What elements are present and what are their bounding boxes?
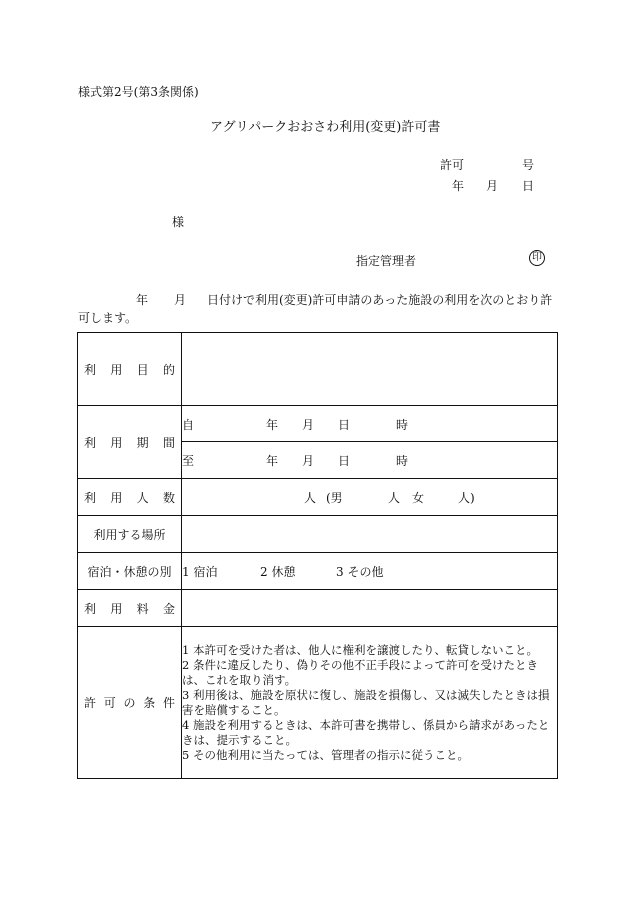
addressee-suffix: 様 — [172, 215, 185, 229]
condition-item: 1 本許可を受けた者は、他人に権利を譲渡したり、転貸しないこと。 — [182, 642, 538, 657]
intro-year: 年 — [136, 293, 149, 307]
count-person-2: 人 — [388, 491, 401, 505]
label-char: 件 — [162, 696, 175, 710]
label-char: 用 — [110, 490, 123, 505]
condition-item: 3 利用後は、施設を原状に復し、施設を損傷し、又は滅失したときは損害を賠償すること。 — [182, 687, 550, 717]
label-char: 的 — [162, 362, 175, 377]
type-option-rest[interactable]: 2 休憩 — [260, 565, 296, 579]
label-char: 許 — [84, 696, 97, 710]
period-to-mark: 至 — [182, 454, 195, 468]
period-to-month: 月 — [302, 454, 315, 468]
count-label — [78, 479, 182, 516]
label-text: 宿泊・休憩の別 — [87, 564, 172, 579]
period-from-day: 日 — [338, 417, 351, 432]
type-option-stay[interactable]: 1 宿泊 — [182, 565, 218, 579]
condition-item: 4 施設を利用するときは、本許可書を携帯し、係員から請求があったときは、提示すること。 — [182, 717, 550, 747]
period-from-mark: 自 — [182, 417, 195, 432]
period-from-year: 年 — [266, 417, 279, 432]
label-text: 利用する場所 — [93, 527, 166, 542]
row-period-from — [78, 406, 558, 442]
type-label — [78, 553, 182, 590]
period-to-value[interactable] — [182, 442, 558, 479]
count-value[interactable] — [182, 479, 558, 516]
row-purpose — [78, 333, 558, 406]
label-char: 目 — [136, 362, 149, 377]
issue-year: 年 — [452, 179, 465, 193]
label-char: 間 — [162, 435, 175, 450]
type-option-other[interactable]: 3 その他 — [336, 565, 384, 579]
condition-item: 5 その他利用に当たっては、管理者の指示に従うこと。 — [182, 747, 469, 762]
form-number: 様式第2号(第3条関係) — [78, 85, 199, 99]
conditions-list — [182, 639, 557, 767]
type-value[interactable] — [182, 553, 558, 590]
period-from-hour: 時 — [396, 417, 409, 432]
conditions-label — [78, 627, 182, 779]
row-place — [78, 516, 558, 553]
issue-month: 月 — [486, 179, 499, 193]
manager-label: 指定管理者 — [356, 254, 417, 268]
intro-month: 月 — [174, 293, 187, 307]
label-char: 金 — [162, 601, 175, 616]
label-char: 利 — [84, 490, 97, 505]
intro-text: 日付けで利用(変更)許可申請のあった施設の利用を次のとおり許 — [207, 293, 553, 307]
purpose-label — [78, 333, 182, 406]
row-type — [78, 553, 558, 590]
label-char: 利 — [84, 362, 97, 377]
permit-label: 許可 — [440, 158, 465, 172]
label-char: の — [123, 696, 136, 710]
conditions-value — [182, 627, 558, 779]
label-char: 用 — [110, 362, 123, 377]
document-title: アグリパークおおさわ利用(変更)許可書 — [210, 120, 441, 135]
label-char: 期 — [136, 435, 149, 450]
label-char: 条 — [143, 696, 156, 710]
period-to-day: 日 — [338, 454, 351, 468]
label-char: 料 — [136, 601, 149, 616]
purpose-value[interactable] — [182, 333, 558, 406]
place-label — [78, 516, 182, 553]
label-char: 人 — [136, 490, 149, 505]
count-close: 人) — [458, 491, 475, 505]
issue-day: 日 — [522, 179, 535, 193]
label-char: 数 — [162, 490, 175, 505]
permit-suffix: 号 — [522, 158, 535, 172]
label-char: 用 — [110, 435, 123, 450]
place-value[interactable] — [182, 516, 558, 553]
label-char: 用 — [110, 601, 123, 616]
period-to-hour: 時 — [396, 454, 409, 468]
period-from-value[interactable] — [182, 406, 558, 442]
label-char: 可 — [103, 696, 116, 710]
count-male-open: (男 — [326, 491, 343, 505]
fee-value[interactable] — [182, 590, 558, 627]
label-char: 利 — [84, 601, 97, 616]
count-person: 人 — [304, 491, 317, 505]
seal-mark: 印 — [529, 250, 545, 266]
label-char: 利 — [84, 435, 97, 450]
period-from-month: 月 — [302, 417, 315, 432]
intro-line-2: 可します。 — [78, 311, 138, 325]
fee-label — [78, 590, 182, 627]
row-fee — [78, 590, 558, 627]
period-label — [78, 406, 182, 479]
permit-table — [77, 332, 558, 779]
condition-item: 2 条件に違反したり、偽りその他不正手段によって許可を受けたときは、これを取り消す。 — [182, 657, 538, 687]
row-count — [78, 479, 558, 516]
count-female: 女 — [412, 491, 425, 505]
row-conditions — [78, 627, 558, 779]
period-to-year: 年 — [266, 454, 279, 468]
